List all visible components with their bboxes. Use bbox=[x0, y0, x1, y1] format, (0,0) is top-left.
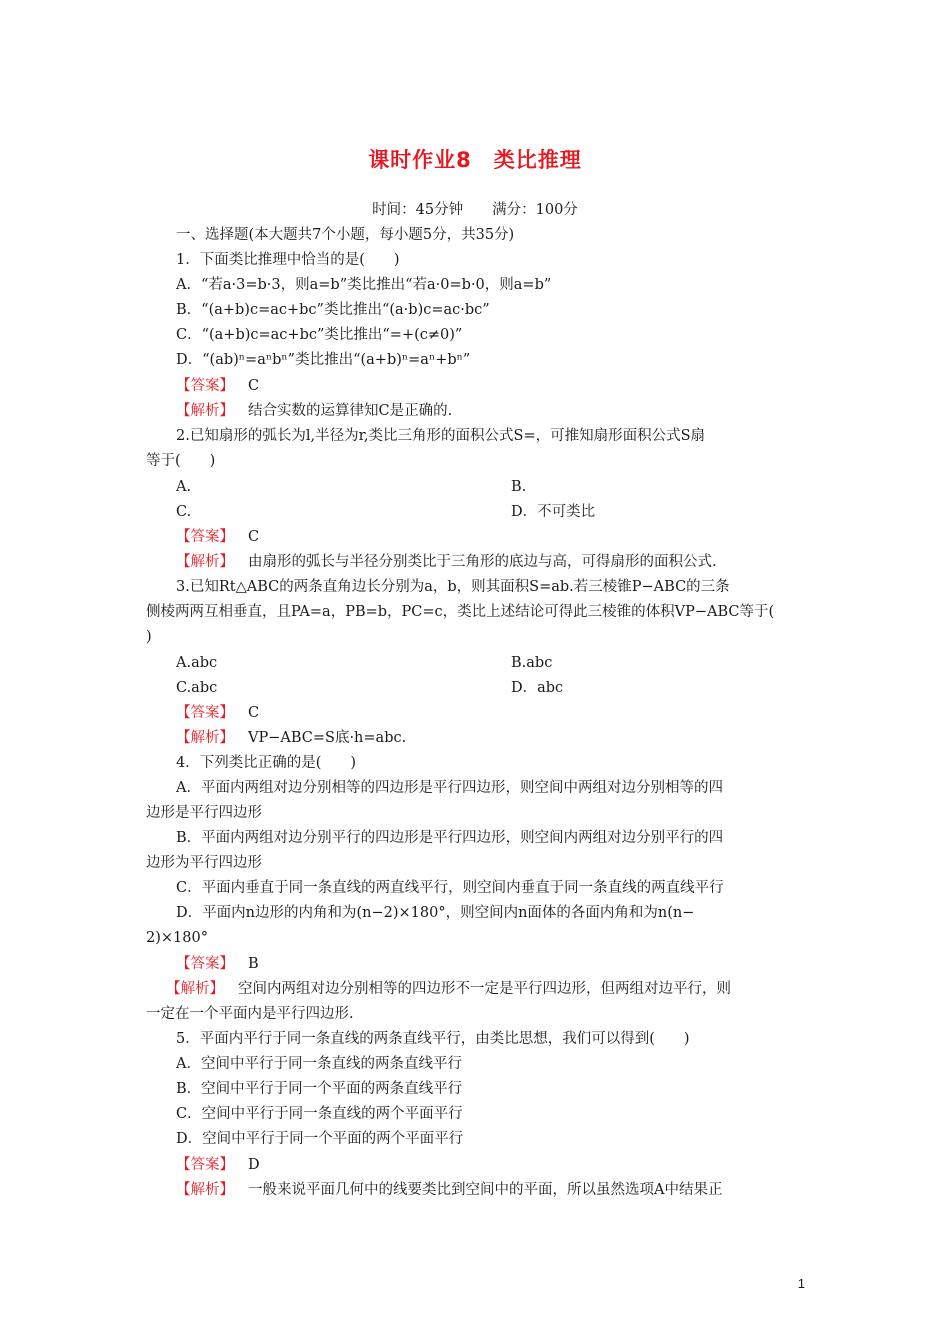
question-4-option-b-line1: B．平面内两组对边分别平行的四边形是平行四边形，则空间内两组对边分别平行的四 bbox=[176, 830, 724, 846]
question-3-stem-line1: 3.已知Rt△ABC的两条直角边长分别为a，b，则其面积S=ab.若三棱锥P−ABC的三条 bbox=[176, 579, 730, 595]
question-5-stem: 5．平面内平行于同一条直线的两条直线平行，由类比思想，我们可以得到( ) bbox=[176, 1031, 690, 1047]
analysis-text: 空间内两组对边分别相等的四边形不一定是平行四边形，但两组对边平行，则 bbox=[238, 981, 731, 997]
question-4-analysis-line2: 一定在一个平面内是平行四边形. bbox=[146, 1006, 354, 1022]
question-2-option-d: D．不可类比 bbox=[511, 504, 596, 520]
answer-value: C bbox=[248, 705, 260, 721]
answer-value: D bbox=[248, 1157, 260, 1173]
analysis-text: 结合实数的运算律知C是正确的. bbox=[248, 403, 453, 419]
question-5-analysis bbox=[176, 1180, 722, 1200]
answer-tag: 【答案】 bbox=[176, 956, 234, 972]
question-1-answer bbox=[176, 376, 259, 396]
question-3-stem-line2: 侧棱两两互相垂直，且PA=a，PB=b，PC=c，类比上述结论可得此三棱锥的体积VP−ABC等于( bbox=[146, 604, 775, 620]
analysis-text: 由扇形的弧长与半径分别类比于三角形的底边与高，可得扇形的面积公式. bbox=[248, 554, 717, 570]
page-number-text: 1 bbox=[797, 1276, 805, 1291]
question-2-answer bbox=[176, 527, 259, 547]
question-4-option-b-line2: 边形为平行四边形 bbox=[146, 855, 262, 871]
question-4-stem: 4．下列类比正确的是( ) bbox=[176, 755, 357, 771]
answer-value: C bbox=[248, 378, 260, 394]
question-1-option-c: C．“(a+b)c=ac+bc”类比推出“=+(c≠0)” bbox=[176, 327, 463, 343]
question-5-option-d: D．空间中平行于同一个平面的两个平面平行 bbox=[176, 1131, 464, 1147]
analysis-tag: 【解析】 bbox=[166, 981, 224, 997]
answer-tag: 【答案】 bbox=[176, 1157, 234, 1173]
analysis-tag: 【解析】 bbox=[176, 554, 234, 570]
question-5-option-c: C．空间中平行于同一条直线的两个平面平行 bbox=[176, 1106, 463, 1122]
question-2-stem-line1: 2.已知扇形的弧长为l,半径为r,类比三角形的面积公式S=，可推知扇形面积公式S扇 bbox=[176, 428, 706, 444]
analysis-text: VP−ABC=S底·h=abc. bbox=[248, 730, 407, 746]
question-3-analysis bbox=[176, 728, 406, 748]
question-1-option-b: B．“(a+b)c=ac+bc”类比推出“(a·b)c=ac·bc” bbox=[176, 302, 490, 318]
analysis-text: 一般来说平面几何中的线要类比到空间中的平面，所以虽然选项A中结果正 bbox=[248, 1182, 723, 1198]
question-2-option-a: A. bbox=[176, 479, 192, 495]
question-4-option-a-line1: A．平面内两组对边分别相等的四边形是平行四边形，则空间中两组对边分别相等的四 bbox=[176, 780, 723, 796]
question-3-option-d: D．abc bbox=[511, 680, 564, 696]
answer-value: B bbox=[248, 956, 259, 972]
page-number bbox=[0, 1276, 950, 1291]
question-4-analysis-line1 bbox=[166, 979, 731, 999]
question-1-option-d: D．“(ab)ⁿ=aⁿbⁿ”类比推出“(a+b)ⁿ=aⁿ+bⁿ” bbox=[176, 352, 471, 368]
analysis-tag: 【解析】 bbox=[176, 730, 234, 746]
question-1-analysis bbox=[176, 401, 452, 421]
question-3-stem-line3: ) bbox=[146, 629, 152, 645]
question-4-option-c: C．平面内垂直于同一条直线的两直线平行，则空间内垂直于同一条直线的两直线平行 bbox=[176, 880, 724, 896]
analysis-tag: 【解析】 bbox=[176, 403, 234, 419]
question-4-option-d-line2: 2)×180° bbox=[146, 930, 208, 946]
question-4-option-d-line1: D．平面内n边形的内角和为(n−2)×180°，则空间内n面体的各面内角和为n(n− bbox=[176, 905, 695, 921]
answer-value: C bbox=[248, 529, 260, 545]
question-5-option-b: B．空间中平行于同一个平面的两条直线平行 bbox=[176, 1081, 463, 1097]
answer-tag: 【答案】 bbox=[176, 705, 234, 721]
page-title: 课时作业8 类比推理 bbox=[368, 148, 582, 172]
question-2-option-b: B. bbox=[511, 479, 527, 495]
answer-tag: 【答案】 bbox=[176, 378, 234, 394]
question-4-answer bbox=[176, 954, 259, 974]
question-1-stem: 1．下面类比推理中恰当的是( ) bbox=[176, 252, 400, 268]
question-2-analysis bbox=[176, 552, 717, 572]
question-2-stem-line2: 等于( ) bbox=[146, 453, 216, 469]
answer-tag: 【答案】 bbox=[176, 529, 234, 545]
question-3-option-b: B.abc bbox=[511, 655, 553, 671]
question-3-answer bbox=[176, 703, 259, 723]
question-5-answer bbox=[176, 1155, 260, 1175]
question-3-option-c: C.abc bbox=[176, 680, 218, 696]
analysis-tag: 【解析】 bbox=[176, 1182, 234, 1198]
question-3-option-a: A.abc bbox=[176, 655, 218, 671]
question-4-option-a-line2: 边形是平行四边形 bbox=[146, 805, 262, 821]
question-1-option-a: A．“若a·3=b·3，则a=b”类比推出“若a·0=b·0，则a=b” bbox=[176, 277, 552, 293]
question-2-option-c: C. bbox=[176, 504, 192, 520]
section-heading: 一、选择题(本大题共7个小题，每小题5分，共35分) bbox=[176, 227, 515, 243]
time-score-info: 时间：45分钟 满分：100分 bbox=[372, 202, 578, 218]
question-5-option-a: A．空间中平行于同一条直线的两条直线平行 bbox=[176, 1056, 462, 1072]
